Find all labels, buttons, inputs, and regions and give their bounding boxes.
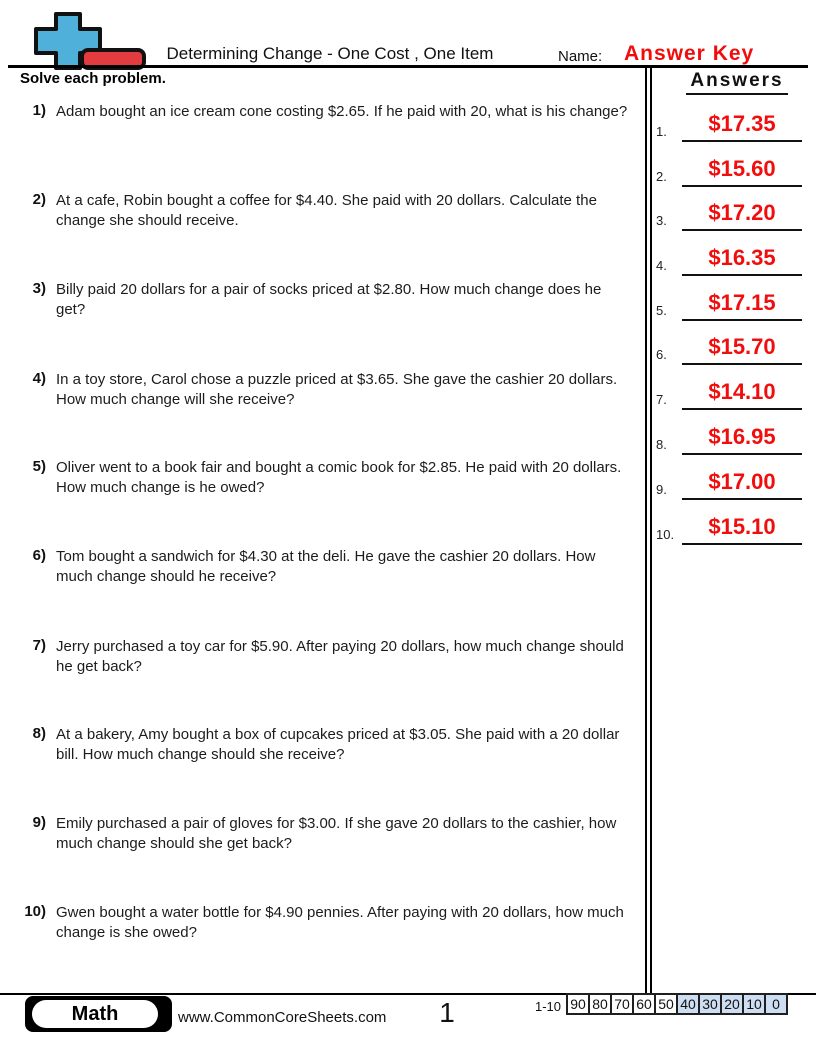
answer-number: 10. [656,527,675,542]
question-text: Gwen bought a water bottle for $4.90 pennies. After paying with 20 dollars, how much change is she owed? [56,904,624,941]
question-text: Jerry purchased a toy car for $5.90. After paying 20 dollars, how much change should he get back? [56,638,624,675]
score-cell-20: 20 [720,993,744,1015]
question-text: At a cafe, Robin bought a coffee for $4.40. She paid with 20 dollars. Calculate the change she should receive. [56,192,597,229]
score-cell-30: 30 [698,993,722,1015]
subject-badge [25,996,172,1032]
score-table [566,993,788,1015]
answer-value: $16.95 [682,423,802,455]
answer-value: $17.00 [682,468,802,500]
score-range-label: 1-10 [534,999,561,1014]
header-divider [8,65,808,68]
question-text: In a toy store, Carol chose a puzzle priced at $3.65. She gave the cashier 20 dollars. How much change will she receive? [56,371,618,408]
question-text: At a bakery, Amy bought a box of cupcakes priced at $3.05. She paid with a 20 dollar bill. How much change should she receive? [56,726,620,763]
answer-row-8 [650,423,806,455]
instructions-text: Solve each problem. [20,70,166,87]
answer-row-4 [650,244,806,276]
score-cell-50: 50 [654,993,678,1015]
answers-panel-title: Answers [686,70,788,95]
question-number: 1) [32,102,46,119]
question-number: 4) [32,370,46,387]
score-cell-90: 90 [566,993,590,1015]
question-text: Emily purchased a pair of gloves for $3.00. If she gave 20 dollars to the cashier, how much change should she get back? [56,815,617,852]
answer-number: 9. [656,482,667,497]
score-cell-10: 10 [742,993,766,1015]
question-number: 2) [32,191,46,208]
answer-number: 7. [656,392,667,407]
score-cell-0: 0 [764,993,788,1015]
question-item-3 [0,280,640,319]
answer-row-5 [650,289,806,321]
answer-value: $15.70 [682,333,802,365]
question-number: 6) [32,547,46,564]
question-text: Oliver went to a book fair and bought a comic book for $2.85. He paid with 20 dollars. How much change is he owed? [56,459,622,496]
subject-badge-label: Math [32,1000,158,1028]
answer-value: $17.20 [682,199,802,231]
score-cell-60: 60 [632,993,656,1015]
question-item-7 [0,637,640,676]
worksheet-title: Determining Change - One Cost , One Item [166,44,494,63]
answer-number: 8. [656,437,667,452]
question-item-5 [0,458,640,497]
answer-row-10 [650,513,806,545]
question-item-4 [0,370,640,409]
question-number: 10) [24,903,46,920]
answer-value: $17.35 [682,110,802,142]
score-cell-70: 70 [610,993,634,1015]
score-cell-80: 80 [588,993,612,1015]
question-number: 5) [32,458,46,475]
answer-value: $14.10 [682,378,802,410]
question-item-8 [0,725,640,764]
question-number: 3) [32,280,46,297]
website-text: www.CommonCoreSheets.com [178,1009,387,1026]
answer-number: 2. [656,169,667,184]
question-text: Adam bought an ice cream cone costing $2.65. If he paid with 20, what is his change? [56,103,628,120]
question-text: Tom bought a sandwich for $4.30 at the deli. He gave the cashier 20 dollars. How much change should he receive? [56,548,596,585]
question-item-2 [0,191,640,230]
question-number: 8) [32,725,46,742]
question-item-6 [0,547,640,586]
question-number: 9) [32,814,46,831]
answer-number: 4. [656,258,667,273]
question-text: Billy paid 20 dollars for a pair of socks priced at $2.80. How much change does he get? [56,281,602,318]
answer-row-2 [650,155,806,187]
question-item-9 [0,814,640,853]
name-label: Name: [558,48,603,65]
answer-row-9 [650,468,806,500]
answer-value: $15.60 [682,155,802,187]
answer-number: 1. [656,124,667,139]
answer-key-text: Answer Key [624,42,755,65]
answer-row-3 [650,199,806,231]
answer-value: $17.15 [682,289,802,321]
answer-row-1 [650,110,806,142]
answer-value: $16.35 [682,244,802,276]
question-number: 7) [32,637,46,654]
answer-number: 6. [656,347,667,362]
answer-value: $15.10 [682,513,802,545]
score-cell-40: 40 [676,993,700,1015]
page-number: 1 [439,997,455,1028]
answer-number: 3. [656,213,667,228]
answer-number: 5. [656,303,667,318]
question-item-10 [0,903,640,942]
answer-row-7 [650,378,806,410]
answer-row-6 [650,333,806,365]
question-item-1 [0,102,640,122]
